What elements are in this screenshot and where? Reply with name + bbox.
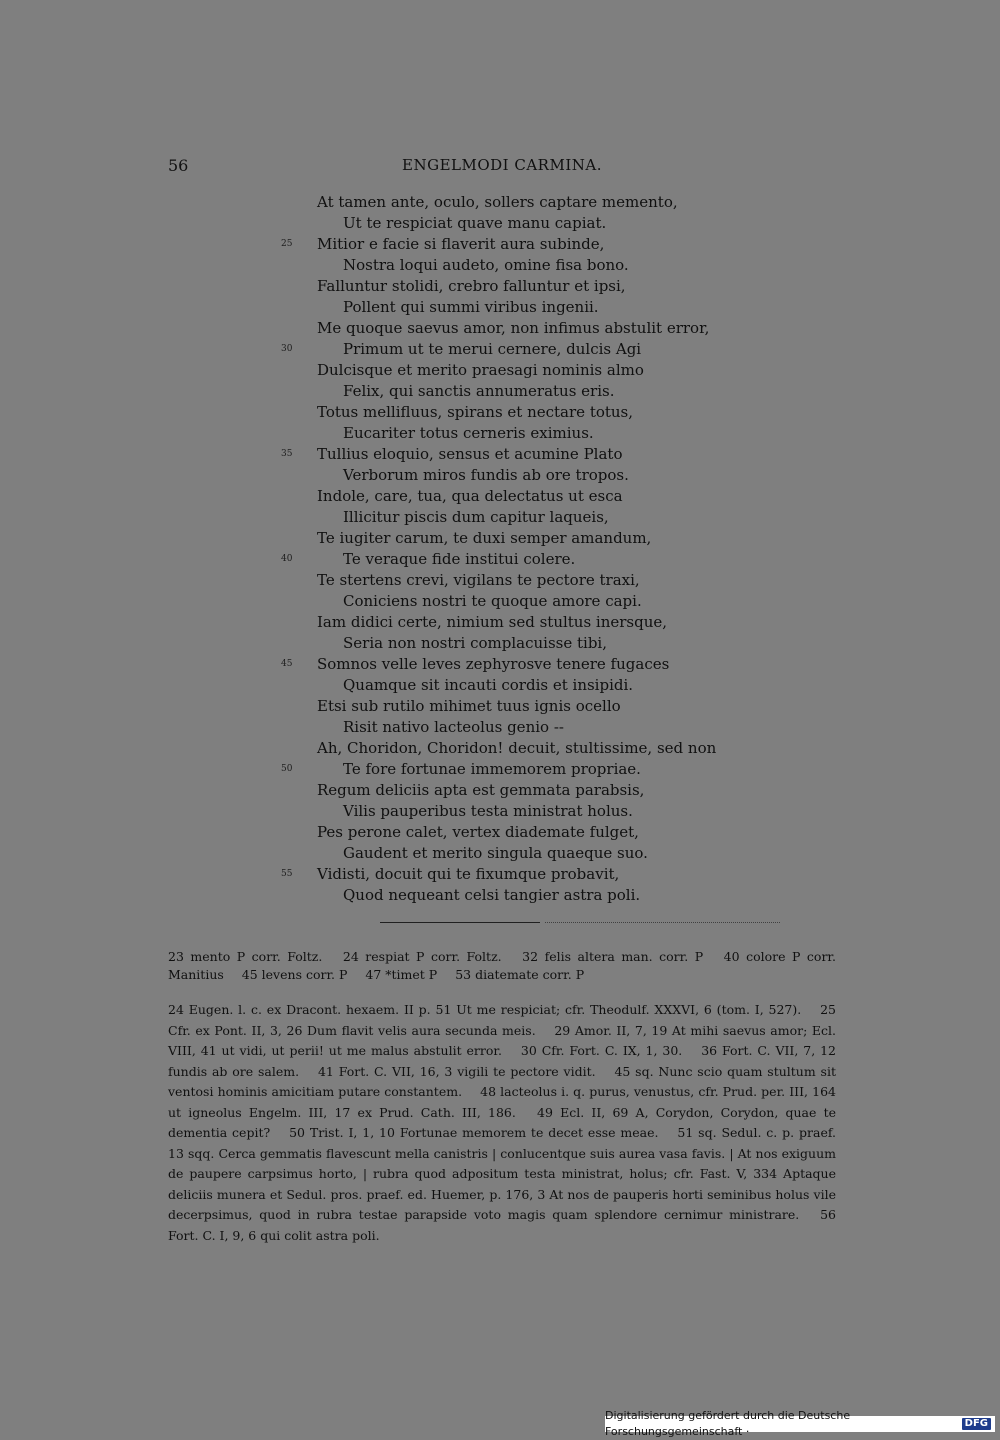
verse-line: Me quoque saevus amor, non infimus abstulit error, xyxy=(317,319,710,337)
verse-line: Regum deliciis apta est gemmata parabsis, xyxy=(317,781,645,799)
line-number: 45 xyxy=(281,659,293,669)
verse-line: Indole, care, tua, qua delectatus ut esca xyxy=(317,487,623,505)
verse-line: Ah, Choridon, Choridon! decuit, stultissime, sed non xyxy=(317,739,717,757)
testimonia-entry: 29 Amor. II, 7, 19 At mihi saevus amor; Ecl. VIII, 41 ut vidi, ut perii! ut me malus abstulit error. xyxy=(168,1022,837,1058)
testimonia-entry: 25 Cfr. ex Pont. II, 3, 26 Dum flavit velis aura secunda meis. xyxy=(168,1002,836,1038)
verse-line: Te fore fortunae immemorem propriae. xyxy=(343,760,641,778)
footnote-separator xyxy=(380,922,540,923)
verse-line: Falluntur stolidi, crebro falluntur et ipsi, xyxy=(317,277,626,295)
critical-apparatus xyxy=(168,948,836,984)
verse-line: Totus mellifluus, spirans et nectare totus, xyxy=(317,403,634,421)
testimonia-notes xyxy=(168,1000,836,1246)
testimonia-entry: 48 lacteolus i. q. purus, venustus, cfr. Prud. per. III, 164 ut igneolus Engelm. III, 17 ex Prud. Cath. III, 186. xyxy=(168,1084,836,1120)
verse-line: Felix, qui sanctis annumeratus eris. xyxy=(343,382,615,400)
verse-line: Etsi sub rutilo mihimet tuus ignis ocello xyxy=(317,697,621,715)
verse-line: Te veraque fide institui colere. xyxy=(343,550,576,568)
verse-line: Ut te respiciat quave manu capiat. xyxy=(343,214,607,232)
verse-line: Primum ut te merui cernere, dulcis Agi xyxy=(343,340,642,358)
testimonia-entry: 24 Eugen. l. c. ex Dracont. hexaem. II p. 51 Ut me respiciat; cfr. Theodulf. XXXVI, 6 (tom. I, 527). xyxy=(168,1002,802,1017)
footnote-separator-dotted xyxy=(545,922,780,923)
verse-line: Eucariter totus cerneris eximius. xyxy=(343,424,594,442)
verse-line: Pes perone calet, vertex diademate fulget, xyxy=(317,823,639,841)
verse-line: At tamen ante, oculo, sollers captare memento, xyxy=(317,193,678,211)
verse-line: Te stertens crevi, vigilans te pectore traxi, xyxy=(317,571,640,589)
running-title: ENGELMODI CARMINA. xyxy=(402,156,602,174)
apparatus-entry: 32 felis altera man. corr. P xyxy=(522,949,704,964)
verse-line: Iam didici certe, nimium sed stultus inersque, xyxy=(317,613,668,631)
testimonia-entry: 49 Ecl. II, 69 A, Corydon, Corydon, quae te dementia cepit? xyxy=(168,1104,836,1140)
testimonia-entry: 45 sq. Nunc scio quam stultum sit ventosi hominis amicitiam putare constantem. xyxy=(168,1063,836,1099)
funding-notice: Digitalisierung gefördert durch die Deutsche Forschungsgemeinschaft · xyxy=(605,1409,851,1438)
line-number: 40 xyxy=(281,554,293,564)
testimonia-entry: 36 Fort. C. VII, 7, 12 fundis ab ore salem. xyxy=(168,1043,836,1079)
digitization-footer xyxy=(605,1409,995,1438)
line-number: 35 xyxy=(281,449,293,459)
line-number: 25 xyxy=(281,239,293,249)
line-number: 50 xyxy=(281,764,293,774)
apparatus-entry: 45 levens corr. P xyxy=(241,967,348,982)
testimonia-entry: 30 Cfr. Fort. C. IX, 1, 30. xyxy=(520,1043,683,1058)
apparatus-entry: 40 colore P corr. Manitius xyxy=(168,949,836,982)
page-number: 56 xyxy=(168,156,189,175)
verse-line: Verborum miros fundis ab ore tropos. xyxy=(343,466,629,484)
verse-line: Vilis pauperibus testa ministrat holus. xyxy=(343,802,633,820)
apparatus-entry: 23 mento P corr. Foltz. xyxy=(168,949,323,964)
verse-line: Seria non nostri complacuisse tibi, xyxy=(343,634,607,652)
verse-line: Quod nequeant celsi tangier astra poli. xyxy=(343,886,641,904)
apparatus-entry: 24 respiat P corr. Foltz. xyxy=(342,949,502,964)
apparatus-entry: 47 *timet P xyxy=(365,967,438,982)
verse-line: Quamque sit incauti cordis et insipidi. xyxy=(343,676,634,694)
line-number: 30 xyxy=(281,344,293,354)
testimonia-entry: 50 Trist. I, 1, 10 Fortunae memorem te decet esse meae. xyxy=(289,1125,659,1140)
testimonia-entry: 51 sq. Sedul. c. p. praef. 13 sqq. Cerca gemmatis flavescunt mella canistris | conlucentque suis aurea vasa favis. | At nos exiguum de paupere carpsimus horto, | rubra quod adpositum testa ministrat, holus; cfr. Fast. V, 334 Aptaque deliciis munera et Sedul. pros. praef. ed. Huemer, p. 176, 3 At nos de pauperis horti seminibus holus vile decerpsimus, quod in rubra testae parapside voto magis quam splendore cernimur ministrare. xyxy=(168,1125,836,1222)
verse-line: Tullius eloquio, sensus et acumine Plato xyxy=(317,445,623,463)
verse-line: Risit nativo lacteolus genio -- xyxy=(343,718,564,736)
verse-line: Te iugiter carum, te duxi semper amandum, xyxy=(317,529,652,547)
dfg-logo-icon: DFG xyxy=(962,1418,991,1430)
verse-line: Somnos velle leves zephyrosve tenere fugaces xyxy=(317,655,670,673)
testimonia-entry: 56 Fort. C. I, 9, 6 qui colit astra poli. xyxy=(168,1207,836,1243)
verse-line: Gaudent et merito singula quaeque suo. xyxy=(343,844,648,862)
apparatus-entry: 53 diatemate corr. P xyxy=(455,967,585,982)
verse-line: Pollent qui summi viribus ingenii. xyxy=(343,298,599,316)
verse-line: Mitior e facie si flaverit aura subinde, xyxy=(317,235,605,253)
verse-line: Illicitur piscis dum capitur laqueis, xyxy=(343,508,609,526)
testimonia-entry: 41 Fort. C. VII, 16, 3 vigili te pectore vidit. xyxy=(317,1063,596,1079)
verse-line: Nostra loqui audeto, omine fisa bono. xyxy=(343,256,629,274)
line-number: 55 xyxy=(281,869,293,879)
verse-line: Dulcisque et merito praesagi nominis almo xyxy=(317,361,644,379)
verse-line: Coniciens nostri te quoque amore capi. xyxy=(343,592,642,610)
page-header xyxy=(168,156,836,180)
verse-line: Vidisti, docuit qui te fixumque probavit, xyxy=(317,865,620,883)
